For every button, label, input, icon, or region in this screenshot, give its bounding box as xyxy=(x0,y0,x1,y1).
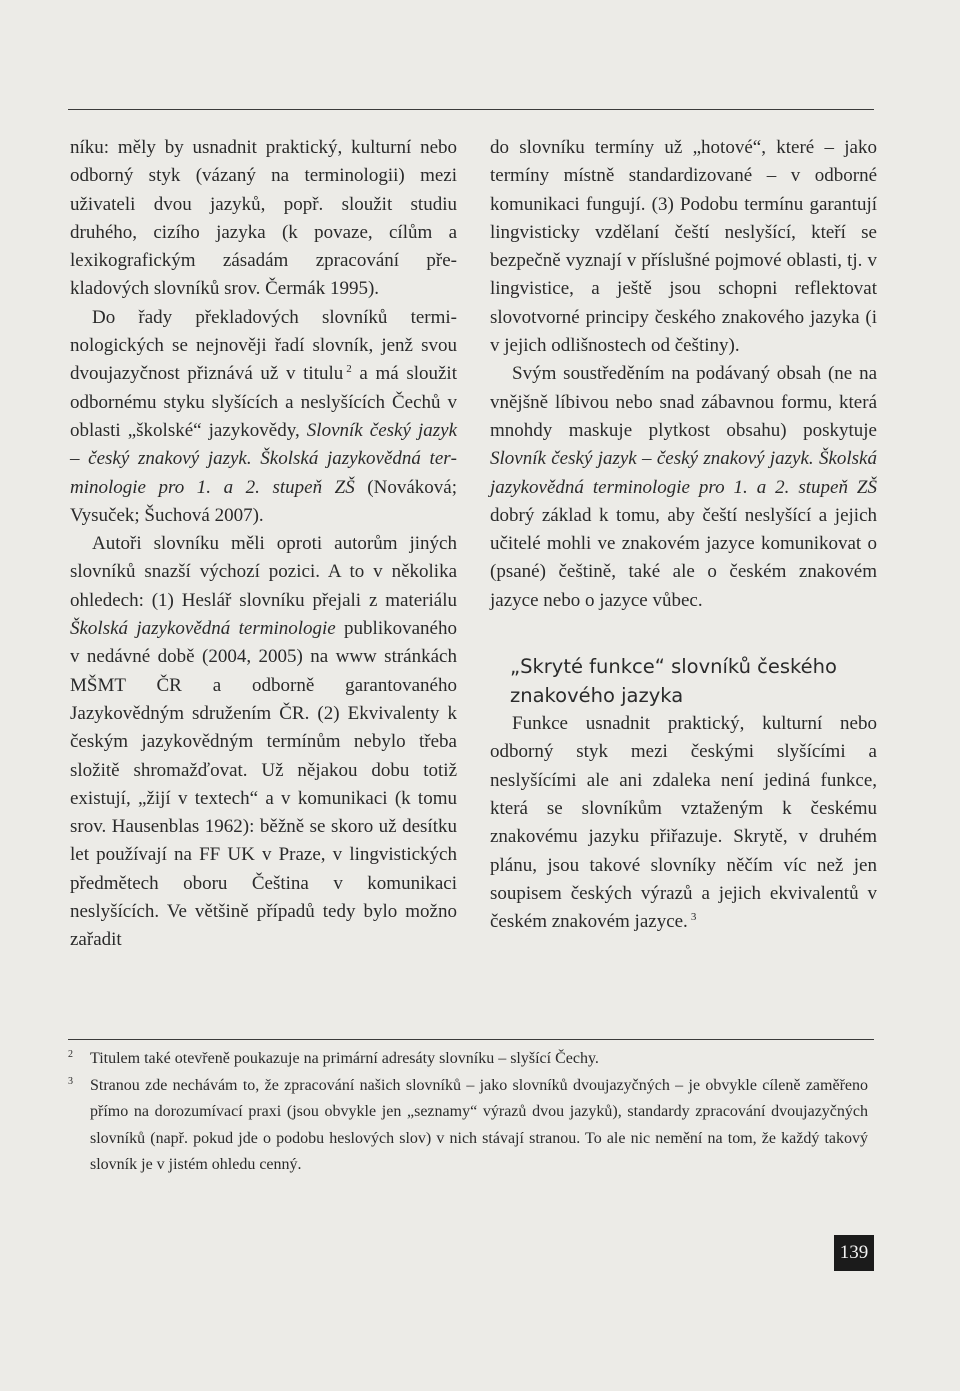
footnote-text: Titulem také otevřeně poukazuje na primární adresáty slovníku – slyšící Čechy. xyxy=(90,1050,599,1067)
footnote-number: 2 xyxy=(68,1049,73,1060)
right-p2-text-b: dobrý základ k tomu, aby čeští neslyšící a jejich učitelé mohli ve znakovém jazyce komunikovat o (psané) češtině, také ale o českém znakovém jazyce nebo o jazyce vůbec. xyxy=(490,504,877,611)
left-p3-text-a: Autoři slovníku měli oproti autorům jiných slovníků snazší výchozí pozici. A to v několika ohledech: (1) Heslář slovníku přejali z materiálu xyxy=(70,533,457,611)
left-paragraph-2 xyxy=(70,304,457,530)
right-paragraph-2 xyxy=(490,360,877,615)
left-p2-text-b: a má sloužit odbornému styku slyšících a neslyšících Čechů v oblasti „školské“ jazykovědy, xyxy=(70,363,457,441)
footnote-rule xyxy=(68,1039,874,1040)
footnote-ref-2[interactable]: 2 xyxy=(346,363,352,376)
left-p1-text: níku: měly by usnadnit praktický, kulturní nebo odborný styk (vázaný na terminologii) mezi uživateli dvou jazyků, popř. sloužit studiu druhého, cizího jazyka (k povaze, cílům a lexikografickým zásadám zpracování překladových slovníků srov. Čermák 1995). xyxy=(70,137,457,300)
left-p2-text-a: Do řady překladových slovníků terminologických se nejnověji řadí slovník, jenž svou dvoujazyčnost přiznává už v titulu xyxy=(70,306,457,385)
right-paragraph-1 xyxy=(490,134,877,360)
footnotes xyxy=(68,1046,868,1179)
left-p3-material-title: Školská jazykovědná terminologie xyxy=(70,618,336,640)
top-rule xyxy=(68,109,874,110)
section-heading: „Skryté funkce“ slovníků českého znakového jazyka xyxy=(510,655,837,708)
footnote-2 xyxy=(68,1046,868,1073)
left-paragraph-1 xyxy=(70,134,457,304)
footnote-ref-3[interactable]: 3 xyxy=(690,911,697,924)
right-paragraph-3 xyxy=(490,710,877,936)
right-p1-text: do slovníku termíny už „hotové“, které – jako termíny místně standardizované – v odborné komunikaci fungují. (3) Podobu termínu garantují lingvisticky vzdělaní čeští neslyšící, kteří se bezpečně vyznají v příslušné pojmové oblasti, tj. v lingvistice, a ještě jsou schopni reflektovat slovotvorné principy českého znakového jazyka (i v jejich odlišnostech od češtiny). xyxy=(490,137,877,357)
right-p3-text: Funkce usnadnit praktický, kulturní nebo odborný styk mezi českými slyšícími a neslyšícími ale ani zdaleka není jediná funkce, která se slovníkům vztaženým k českému znakovému jazyku přiřazuje. Skrytě, v druhém plánu, jsou takové slovníky něčím víc než jen soupisem českých výrazů a jejich ekvivalentů v českém znakovém jazyce. xyxy=(490,713,877,933)
left-paragraph-3 xyxy=(70,530,457,954)
right-p2-book-title: Slovník český jazyk – český znakový jazyk. Školská jazykovědná terminologie pro 1. a 2. stupeň ZŠ xyxy=(490,448,877,498)
footnote-text: Stranou zde nechávám to, že zpracování našich slovníků – jako slovníků dvoujazyčných – je obvykle cíleně zaměřeno přímo na dorozumívací praxi (jsou obvykle jen „seznamy“ výrazů dvou jazyků), standardy zpracování dvoujazyčných slovníků (např. pokud jde o podobu heslových slov) v nich stávají stranou. To ale nic nemění na tom, že každý takový slovník je v jistém ohledu cenný. xyxy=(90,1076,868,1173)
left-p2-book-title: Slovník český jazyk – český znakový jazyk. Školská jazykovědná terminologie pro 1. a 2. stupeň ZŠ xyxy=(70,419,457,498)
footnote-number: 3 xyxy=(68,1075,73,1087)
left-column xyxy=(70,134,457,955)
left-p2-text-c: (Nováková; Vysuček; Šuchová 2007). xyxy=(70,476,457,526)
left-p3-text-b: publikovaného v nedávné době (2004, 2005) na www stránkách MŠMT ČR a odborně garantovaného Jazykovědným sdružením ČR. (2) Ekvivalenty k českým jazykovědným termínům nebylo třeba složitě shromažďovat. Už nějakou dobu totiž existují, „žijí v textech“ a v komunikaci (k tomu srov. Hausenblas 1962): běžně se skoro už desítku let používají na FF UK v Praze, v lingvistických předmětech oboru Čeština v komunikaci neslyšících. Ve většině případů tedy bylo možno zařadit xyxy=(70,618,457,951)
footnote-3 xyxy=(68,1073,868,1179)
page-number: 139 xyxy=(834,1235,874,1271)
right-column xyxy=(490,134,877,936)
right-p2-text-a: Svým soustředěním na podávaný obsah (ne na vnějšně líbivou nebo snad zábavnou formu, která mnohdy maskuje plytkost obsahu) poskytuje xyxy=(490,363,877,441)
